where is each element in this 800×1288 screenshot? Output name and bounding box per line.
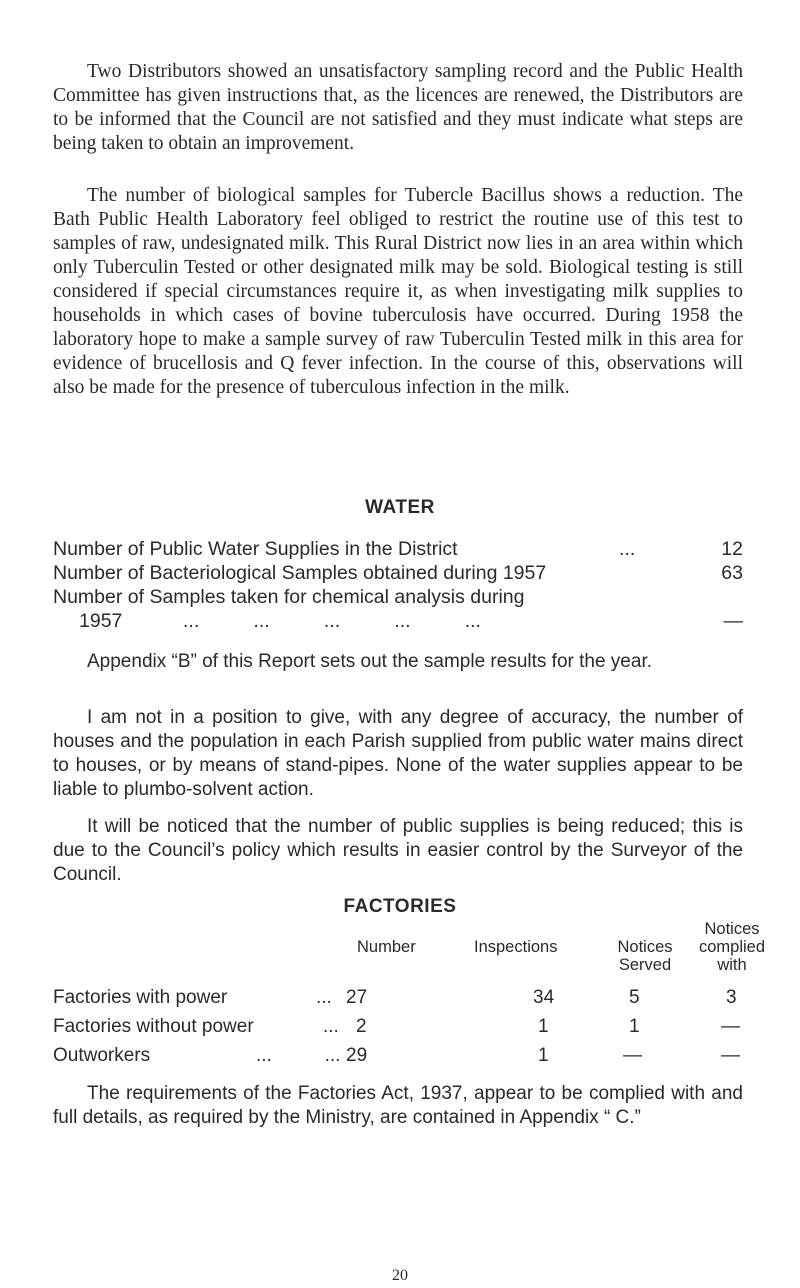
col-head-line: Notices	[617, 938, 673, 956]
factories-heading: FACTORIES	[343, 896, 457, 917]
cell-complied: —	[721, 1045, 740, 1066]
row-label: Factories without power	[53, 1016, 254, 1037]
row-dots: ...	[316, 987, 332, 1008]
col-head-number: Number	[357, 938, 416, 956]
col-head-notices-served	[611, 938, 679, 974]
row-dots: ...	[323, 1016, 339, 1037]
water-row-dots: ...	[619, 538, 636, 560]
water-row-value: 63	[721, 562, 743, 584]
paragraph-biological-samples: The number of biological samples for Tubercle Bacillus shows a reduction. The Bath Public Health Laboratory feel obliged to restrict the routine use of this test to samples of raw, undesignated milk. This Rural District now lies in an area within which only Tuberculin Tested or other designated milk may be sold. Biological testing is still considered if special circumstances require it, as when investigating milk supplies to households in which cases of bovine tuberculosis have occurred. During 1958 the laboratory hope to make a sample survey of raw Tuberculin Tested milk in this area for evidence of brucellosis and Q fever infection. In the course of this, observations will also be made for the presence of tuberculous infection in the milk.	[53, 185, 743, 398]
cell-number: 2	[356, 1016, 367, 1037]
cell-served: 1	[629, 1016, 640, 1037]
cell-inspections: 34	[533, 987, 555, 1008]
col-head-line: Notices	[704, 920, 760, 938]
row-label: Outworkers	[53, 1045, 151, 1066]
col-head-notices-complied	[696, 920, 768, 974]
paragraph-houses-population: I am not in a position to give, with any degree of accuracy, the number of houses and the population in each Parish supplied from public water mains direct to houses, or by means of stand-pipes. None of the water supplies appear to be liable to plumbo-solvent action.	[53, 707, 743, 800]
water-row-value: 12	[721, 538, 743, 560]
cell-number: 27	[346, 987, 368, 1008]
cell-served: —	[623, 1045, 642, 1066]
water-row-label: 1957	[79, 610, 123, 632]
water-row-label: Number of Samples taken for chemical analysis during	[53, 586, 525, 608]
water-heading: WATER	[365, 497, 435, 518]
paragraph-public-supplies-reduced: It will be noticed that the number of public supplies is being reduced; this is due to the Council’s policy which results in easier control by the Surveyor of the Council.	[53, 816, 743, 885]
col-head-line: complied	[698, 938, 766, 956]
col-head-line: with	[717, 956, 747, 974]
row-dots: ... ...	[256, 1045, 341, 1066]
cell-complied: 3	[726, 987, 737, 1008]
col-head-line: Served	[618, 956, 672, 974]
cell-inspections: 1	[538, 1016, 549, 1037]
cell-number: 29	[346, 1045, 368, 1066]
paragraph-factories-act: The requirements of the Factories Act, 1937, appear to be complied with and full details, as required by the Ministry, are contained in Appendix “ C.”	[53, 1083, 743, 1128]
water-row-value: —	[723, 610, 743, 632]
water-row-label: Number of Public Water Supplies in the District	[53, 538, 458, 560]
cell-served: 5	[629, 987, 640, 1008]
page-number: 20	[392, 1267, 408, 1284]
paragraph-appendix-b: Appendix “B” of this Report sets out the sample results for the year.	[87, 651, 652, 672]
paragraph-distributors: Two Distributors showed an unsatisfactory sampling record and the Public Health Committee has given instructions that, as the licences are renewed, the Distributors are to be informed that the Council are not satisfied and they must indicate what steps are being taken to obtain an improvement.	[53, 61, 743, 154]
water-row-dots: ... ... ... ... ...	[183, 610, 481, 632]
cell-inspections: 1	[538, 1045, 549, 1066]
row-label: Factories with power	[53, 987, 228, 1008]
col-head-inspections: Inspections	[474, 938, 558, 956]
cell-complied: —	[721, 1016, 740, 1037]
water-row-label: Number of Bacteriological Samples obtained during 1957	[53, 562, 547, 584]
